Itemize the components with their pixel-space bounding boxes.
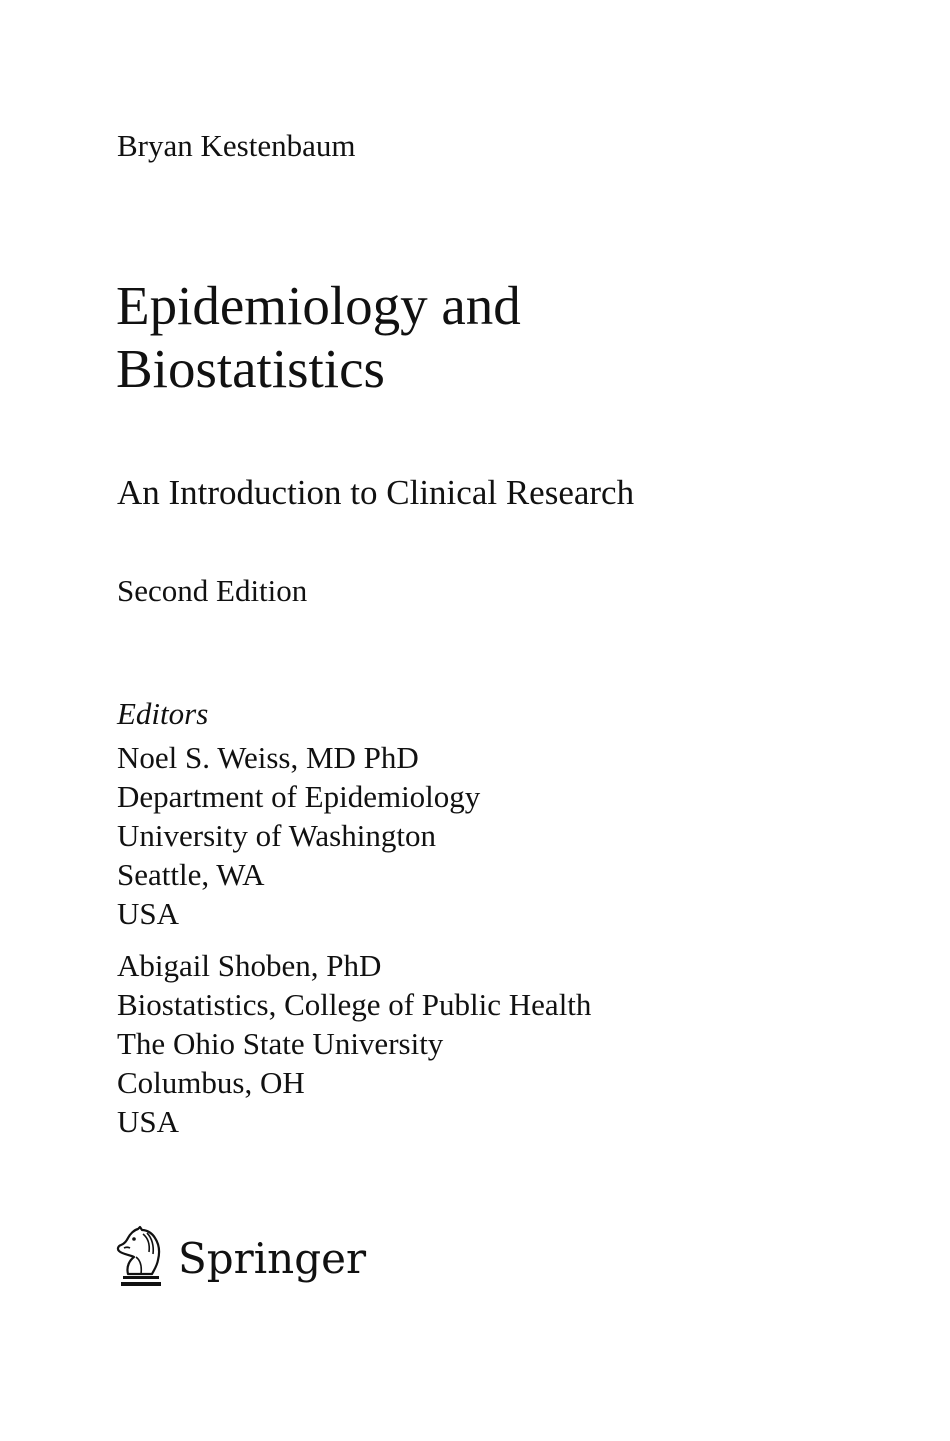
editor-city: Columbus, OH — [117, 1065, 305, 1100]
author-name: Bryan Kestenbaum — [117, 128, 356, 163]
editor-name: Abigail Shoben, PhD — [117, 948, 382, 983]
editor-department: Department of Epidemiology — [117, 779, 481, 814]
editors-heading: Editors — [117, 696, 209, 731]
editor-country: USA — [117, 896, 180, 931]
editor-institution: The Ohio State University — [117, 1026, 444, 1061]
book-subtitle: An Introduction to Clinical Research — [117, 473, 635, 512]
editor-country: USA — [117, 1104, 180, 1139]
editor-city: Seattle, WA — [117, 857, 265, 892]
editor-department: Biostatistics, College of Public Health — [117, 987, 592, 1022]
book-title-line-2: Biostatistics — [116, 338, 385, 399]
editor-institution: University of Washington — [117, 818, 436, 853]
springer-chess-knight-icon — [114, 1224, 172, 1290]
editor-entry — [117, 946, 591, 1141]
book-title — [116, 274, 521, 400]
book-title-line-1: Epidemiology and — [116, 275, 521, 336]
publisher-logo — [114, 1222, 366, 1292]
edition-label: Second Edition — [117, 573, 308, 608]
editor-name: Noel S. Weiss, MD PhD — [117, 740, 419, 775]
publisher-name: Springer — [178, 1233, 367, 1283]
editor-entry — [117, 738, 480, 933]
